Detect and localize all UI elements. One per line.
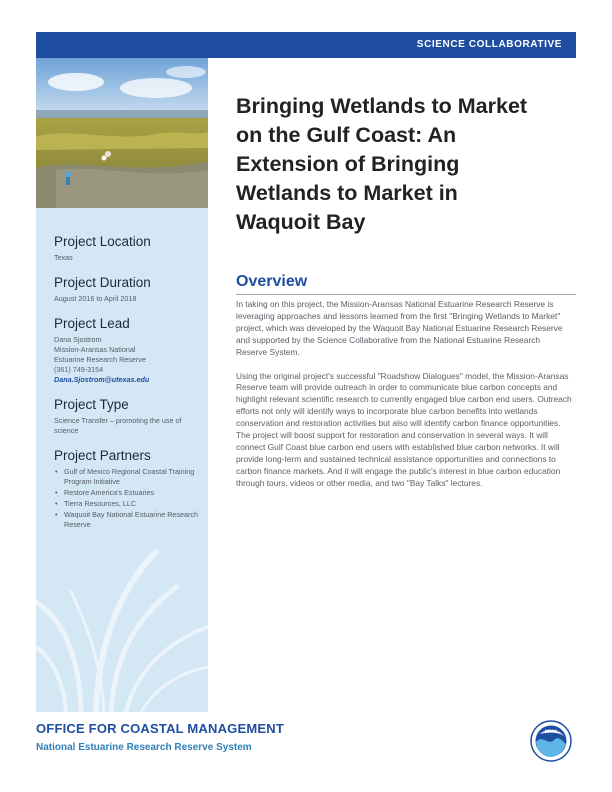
project-location-value: Texas <box>54 253 73 262</box>
partner-item: • Tierra Resources, LLC <box>54 499 202 509</box>
sidebar <box>36 58 208 712</box>
overview-paragraph: Using the original project's successful "Roadshow Dialogues" model, the Mission-Aransas Reserve team will provide outreach in order to communicate blue carbon concepts and highlight relevant scientific research to currently engaged blue carbon end users. Outreach efforts not only will identify ways to incorporate blue carbon benefits into wetlands conservation and restoration activities but also will identify carbon finance opportunities. The project will boost support for restoration and conservation in several ways. It will connect Gulf Coast blue carbon end users with established blue carbon networks. It will provide long-term and sustained technical assistance opportunities and connections to carbon finance markets. And it will engage the public's interest in blue carbon education through tours, videos or other media, and two "Bay Talks" lectures. <box>236 370 572 488</box>
project-type-value: Science Transfer – promoting the use of science <box>54 416 182 435</box>
project-type-heading: Project Type <box>54 397 129 412</box>
logo-text: NOAA <box>544 728 558 734</box>
project-lead-heading: Project Lead <box>54 316 130 331</box>
project-duration-heading: Project Duration <box>54 275 151 290</box>
project-partners-block <box>54 448 202 530</box>
project-type-block <box>54 397 202 436</box>
overview-paragraph: In taking on this project, the Mission-Aransas National Estuarine Research Reserve is leveraging approaches and lessons learned from the first "Bringing Wetlands to Market" project, which was developed by the Waquoit Bay National Estuarine Research Reserve and supported by the Science Collaborative from the National Estuarine Research Reserve System. <box>236 299 563 357</box>
project-location-block <box>54 234 202 263</box>
footer-subtitle: National Estuarine Research Reserve System <box>36 742 252 753</box>
noaa-logo-icon <box>530 720 572 762</box>
project-location-heading: Project Location <box>54 234 151 249</box>
project-partners-heading: Project Partners <box>54 448 151 463</box>
partner-item: • Gulf of Mexico Regional Coastal Training Program Initiative <box>54 467 202 487</box>
lead-name: Dana Sjostrom <box>54 335 102 344</box>
banner-label: SCIENCE COLLABORATIVE <box>416 39 562 50</box>
top-banner <box>36 32 576 58</box>
footer-office-title: OFFICE FOR COASTAL MANAGEMENT <box>36 721 284 736</box>
wetland-photo <box>36 58 208 208</box>
document-title: Bringing Wetlands to Market on the Gulf Coast: An Extension of Bringing Wetlands to Market in Waquoit Bay <box>236 94 528 234</box>
grass-decoration <box>36 532 208 712</box>
partners-list <box>54 467 202 530</box>
lead-org-line2: Estuarine Research Reserve <box>54 355 146 364</box>
project-duration-value: August 2016 to April 2018 <box>54 294 137 303</box>
lead-org-line1: Mission-Aransas National <box>54 345 136 354</box>
project-lead-block <box>54 316 202 385</box>
overview-body <box>236 299 572 502</box>
lead-phone: (361) 749-3154 <box>54 365 104 374</box>
project-duration-block <box>54 275 202 304</box>
overview-divider <box>236 294 576 295</box>
partner-item: • Waquoit Bay National Estuarine Research Reserve <box>54 510 202 530</box>
partner-item: • Restore America's Estuaries <box>54 488 202 498</box>
overview-heading: Overview <box>236 273 308 290</box>
lead-email-link[interactable]: Dana.Sjostrom@utexas.edu <box>54 375 150 384</box>
